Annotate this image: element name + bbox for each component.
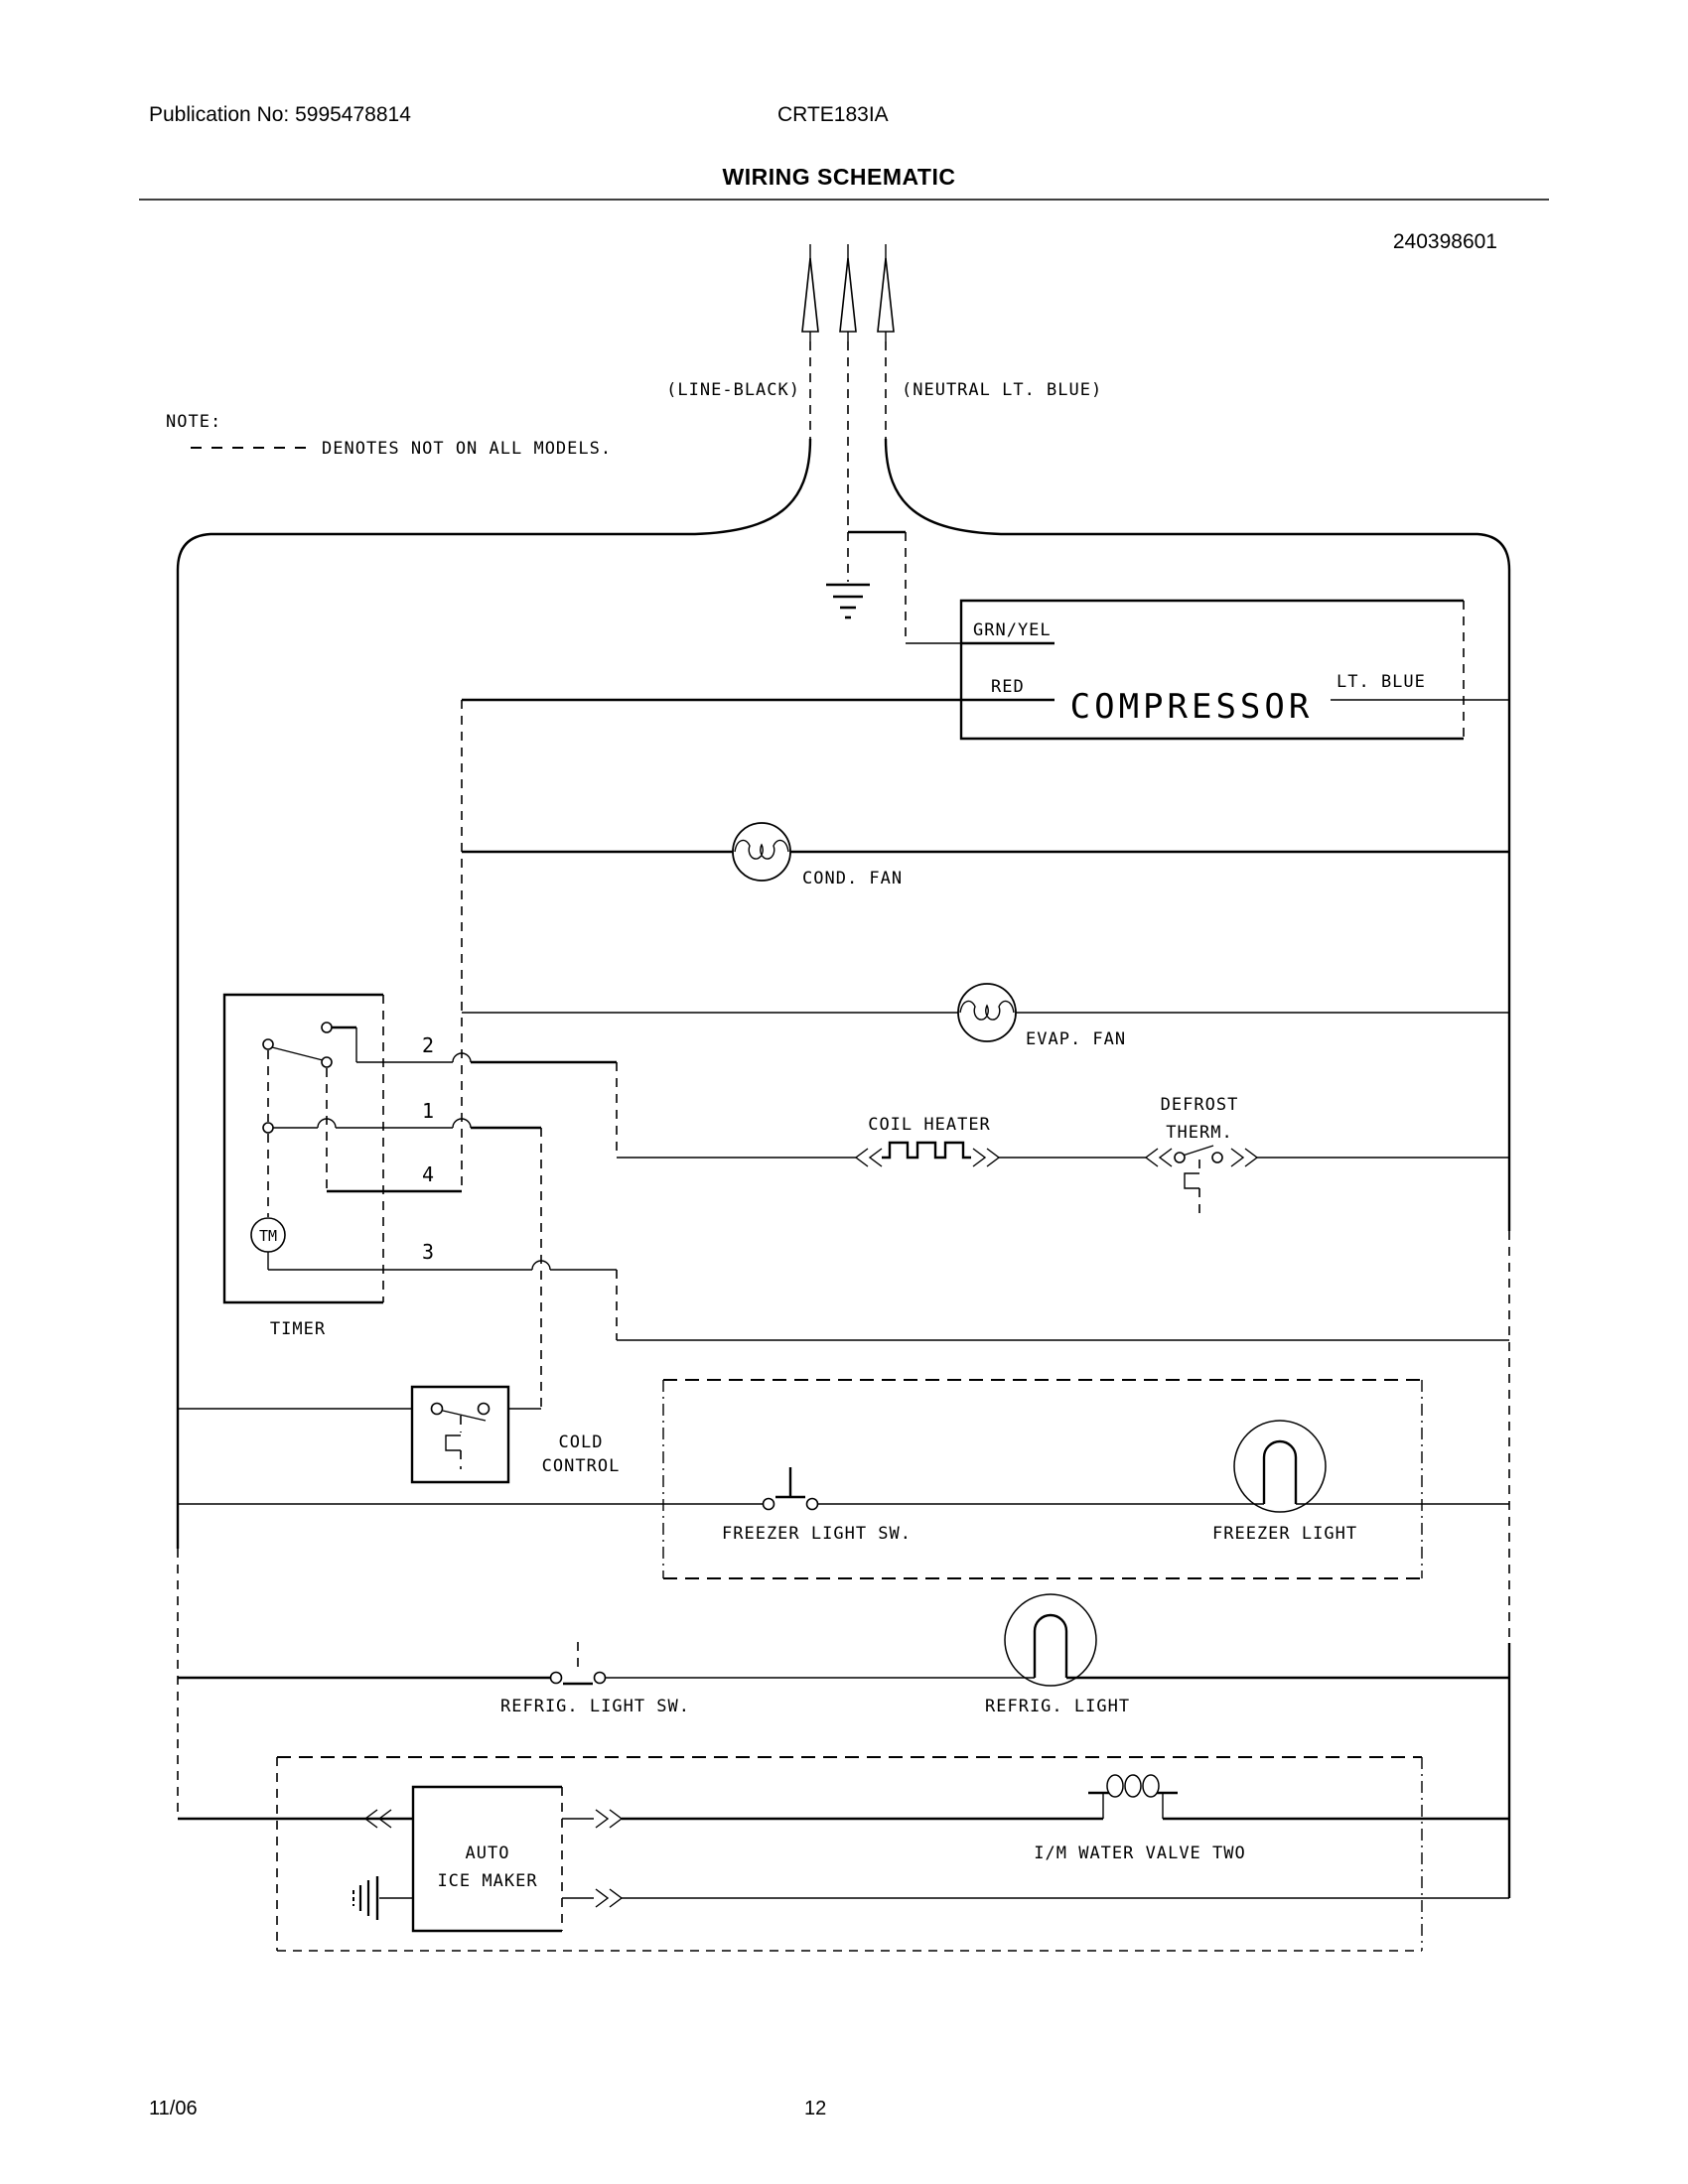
publication-number: Publication No: 5995478814 [149, 103, 411, 126]
cold-control-box [412, 1387, 508, 1482]
note-text: DENOTES NOT ON ALL MODELS. [322, 439, 613, 459]
freezer-compartment-box [663, 1380, 1422, 1578]
freezer-light-switch-label: FREEZER LIGHT SW. [722, 1524, 912, 1544]
timer-wire-3 [268, 1252, 1509, 1340]
ice-maker-return-wire [562, 1889, 1509, 1907]
freezer-light-switch-icon [178, 1467, 818, 1510]
note-label: NOTE: [166, 412, 222, 432]
evap-fan-motor-icon [958, 984, 1016, 1041]
cond-fan-motor-icon [733, 823, 790, 881]
page-title: WIRING SCHEMATIC [722, 164, 956, 190]
defrost-therm-label-1: DEFROST [1160, 1095, 1239, 1115]
auto-ice-maker-label-2: ICE MAKER [437, 1871, 538, 1891]
timer-contacts [263, 1023, 356, 1217]
compressor-lt-blue-label: LT. BLUE [1336, 672, 1426, 692]
ground-icon [826, 585, 870, 617]
line-black-label: (LINE-BLACK) [666, 380, 800, 400]
auto-ice-maker-label-1: AUTO [465, 1843, 510, 1863]
compressor-label: COMPRESSOR [1069, 687, 1314, 727]
part-number: 240398601 [1392, 230, 1497, 253]
timer-label: TIMER [269, 1319, 327, 1339]
cond-fan-label: COND. FAN [802, 869, 904, 888]
footer-page-number: 12 [804, 2098, 827, 2119]
coil-heater-symbol [617, 1143, 1146, 1166]
refrig-light-switch-label: REFRIG. LIGHT SW. [500, 1697, 690, 1716]
ground-to-compressor-wire [848, 532, 961, 643]
footer-date: 11/06 [149, 2098, 198, 2119]
refrig-light-lamp-icon [1005, 1594, 1096, 1686]
model-number: CRTE183IA [777, 103, 889, 126]
freezer-light-label: FREEZER LIGHT [1212, 1524, 1358, 1544]
timer-terminal-1-label: 1 [421, 1099, 434, 1123]
ice-maker-supply-wire [178, 1810, 413, 1828]
coil-heater-label: COIL HEATER [868, 1115, 991, 1135]
timer-motor-label: TM [258, 1227, 278, 1245]
timer-terminal-4-label: 4 [421, 1162, 434, 1186]
timer-box [224, 995, 383, 1302]
timer-terminal-3-label: 3 [421, 1240, 434, 1264]
neutral-arrow-icon [878, 244, 894, 439]
neutral-label: (NEUTRAL LT. BLUE) [902, 380, 1103, 400]
cold-control-label-1: COLD [558, 1433, 604, 1452]
water-valve-wire [562, 1793, 1509, 1828]
refrig-light-switch-icon [178, 1642, 606, 1684]
defrost-therm-switch-icon [1146, 1146, 1509, 1216]
water-valve-coil-icon [1107, 1775, 1159, 1797]
refrig-light-label: REFRIG. LIGHT [985, 1697, 1131, 1716]
evap-fan-label: EVAP. FAN [1026, 1029, 1127, 1049]
compressor-red-label: RED [991, 677, 1025, 697]
line-black-arrow-icon [802, 244, 818, 439]
timer-terminal-2-label: 2 [421, 1033, 434, 1057]
compressor-grn-yel-label: GRN/YEL [973, 620, 1052, 640]
freezer-light-lamp-icon [1234, 1421, 1326, 1512]
timer-wire-2 [356, 1053, 617, 1158]
timer-wire-1 [273, 1119, 541, 1409]
water-valve-label: I/M WATER VALVE TWO [1034, 1843, 1246, 1863]
defrost-therm-label-2: THERM. [1166, 1123, 1233, 1143]
cold-control-label-2: CONTROL [541, 1456, 621, 1476]
ice-maker-ground-icon [353, 1876, 413, 1920]
